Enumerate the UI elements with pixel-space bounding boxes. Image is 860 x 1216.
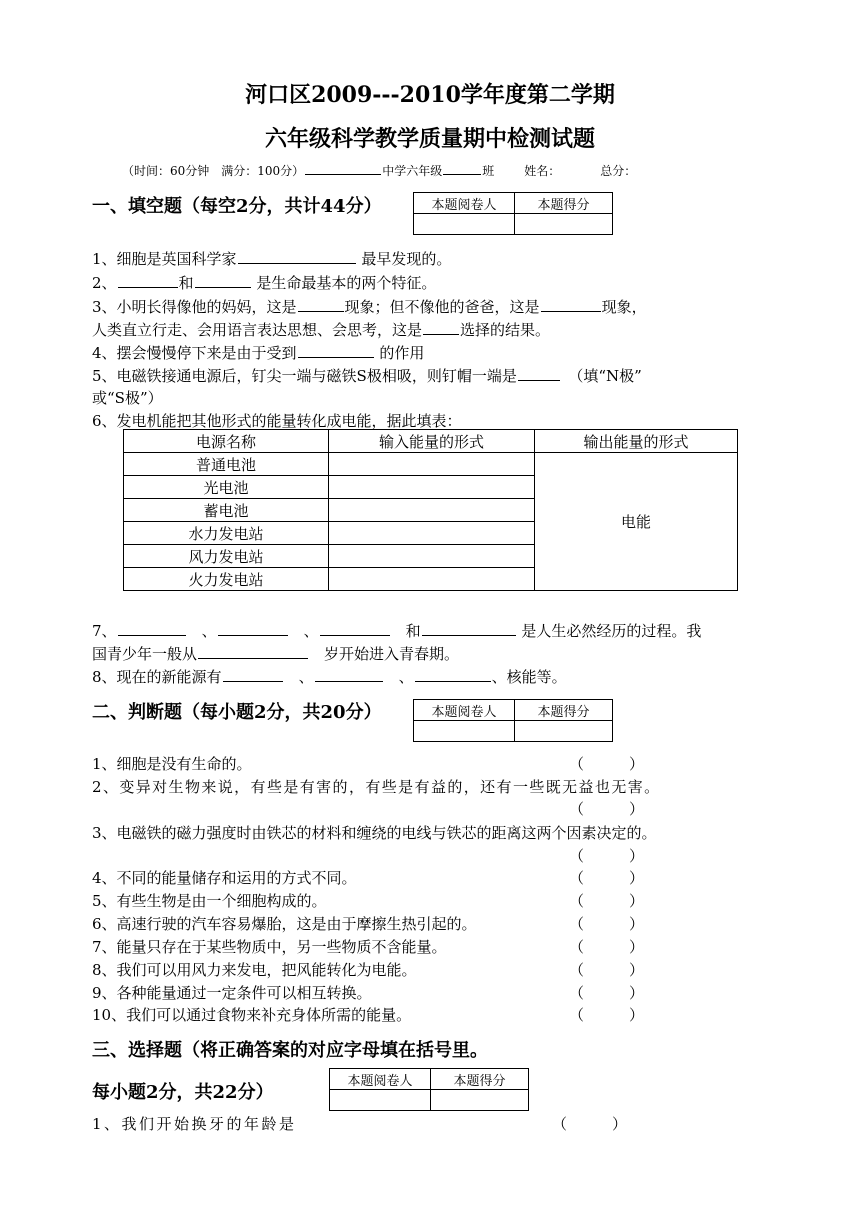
input-cell[interactable] <box>329 545 535 568</box>
s2-item-6: 6、高速行驶的汽车容易爆胎，这是由于摩擦生热引起的。 <box>92 915 477 933</box>
s2-answer-6[interactable]: （ ） <box>569 915 645 933</box>
s2-answer-3[interactable]: （ ） <box>569 847 645 865</box>
s1-q2-blank1[interactable] <box>118 272 178 288</box>
s1-q3 <box>92 296 647 317</box>
time-score-info: （时间：60分钟 满分：100分） <box>122 164 305 178</box>
school-blank[interactable] <box>305 162 381 175</box>
table-row <box>124 453 738 476</box>
school-label: 中学六年级 <box>382 164 443 178</box>
s2-item-3: 3、电磁铁的磁力强度时由铁芯的材料和缠绕的电线与铁芯的距离这两个因素决定的。 <box>92 824 657 842</box>
name-label: 姓名： <box>524 164 561 178</box>
s1-q2-text-b: 和 <box>178 274 194 292</box>
s2-item-7: 7、能量只存在于某些物质中，另一些物质不含能量。 <box>92 938 447 956</box>
energy-table <box>123 429 738 591</box>
class-blank[interactable] <box>443 162 481 175</box>
s2-item-10: 10、我们可以通过食物来补充身体所需的能量。 <box>92 1006 412 1024</box>
s2-item-9: 9、各种能量通过一定条件可以相互转换。 <box>92 984 372 1002</box>
s1-q4 <box>92 342 424 363</box>
s1-q5-blank[interactable] <box>518 365 560 381</box>
s1-q7-blank1[interactable] <box>118 620 186 636</box>
s1-q3-text-b: 现象；但不像他的爸爸，这是 <box>344 298 540 316</box>
s3-answer-1[interactable]: （ ） <box>552 1115 628 1133</box>
s1-q4-blank[interactable] <box>298 342 374 358</box>
s1-q7-text-b: 和 <box>405 622 421 640</box>
output-cell: 电能 <box>535 453 738 591</box>
s2-answer-4[interactable]: （ ） <box>569 869 645 887</box>
s1-q8-text-b: 、核能等。 <box>491 668 567 686</box>
s1-q7-blank3[interactable] <box>320 620 390 636</box>
source-cell: 风力发电站 <box>124 545 329 568</box>
s1-q1-text-a: 1、细胞是英国科学家 <box>92 250 237 268</box>
input-cell[interactable] <box>329 453 535 476</box>
s1-q2-text-c: 是生命最基本的两个特征。 <box>256 274 437 292</box>
input-cell[interactable] <box>329 499 535 522</box>
s2-answer-8[interactable]: （ ） <box>569 961 645 979</box>
s2-answer-9[interactable]: （ ） <box>569 984 645 1002</box>
score-label: 本题得分 <box>431 1069 529 1090</box>
s1-q1-text-b: 最早发现的。 <box>361 250 452 268</box>
exam-title-line2: 六年级科学教学质量期中检测试题 <box>264 126 595 152</box>
s2-item-5: 5、有些生物是由一个细胞构成的。 <box>92 892 327 910</box>
grader-cell[interactable] <box>414 721 515 742</box>
s1-q3-text-line2b: 选择的结果。 <box>460 321 551 339</box>
s2-item-4: 4、不同的能量储存和运用的方式不同。 <box>92 869 357 887</box>
grader-label: 本题阅卷人 <box>330 1069 431 1090</box>
s1-q5 <box>92 365 642 386</box>
section3-heading-line2: 每小题2分，共22分） <box>92 1082 274 1103</box>
exam-title-line1: 河口区2009---2010学年度第二学期 <box>245 82 615 108</box>
s1-q8-sep2: 、 <box>398 668 414 686</box>
s1-q8-blank3[interactable] <box>415 666 491 682</box>
section3-score-box <box>329 1068 529 1111</box>
source-cell: 蓄电池 <box>124 499 329 522</box>
input-cell[interactable] <box>329 568 535 591</box>
col-header-source: 电源名称 <box>124 430 329 453</box>
score-cell[interactable] <box>515 214 613 235</box>
s1-q2-blank2[interactable] <box>195 272 251 288</box>
s1-q7-sep1: 、 <box>201 622 217 640</box>
s1-q5-text-a: 5、电磁铁接通电源后，钉尖一端与磁铁S极相吸，则钉帽一端是 <box>92 367 517 385</box>
source-cell: 火力发电站 <box>124 568 329 591</box>
score-label: 本题得分 <box>515 193 613 214</box>
source-cell: 普通电池 <box>124 453 329 476</box>
total-label: 总分： <box>600 164 637 178</box>
score-cell[interactable] <box>515 721 613 742</box>
s3-item-1: 1、我们开始换牙的年龄是 <box>92 1115 297 1133</box>
s1-q7-blank5[interactable] <box>198 643 308 659</box>
s1-q8-blank1[interactable] <box>223 666 283 682</box>
s1-q7-text-a: 7、 <box>92 622 117 640</box>
s1-q5-text-b: （填“N极” <box>575 367 642 385</box>
section1-heading: 一、填空题（每空2分，共计44分） <box>92 196 382 217</box>
s1-q6: 6、发电机能把其他形式的能量转化成电能，据此填表： <box>92 412 462 430</box>
s2-item-8: 8、我们可以用风力来发电，把风能转化为电能。 <box>92 961 417 979</box>
input-cell[interactable] <box>329 522 535 545</box>
s1-q7-text-c: 是人生必然经历的过程。我 <box>521 622 702 640</box>
s1-q3-text-line2a: 人类直立行走、会用语言表达思想、会思考，这是 <box>92 321 423 339</box>
source-cell: 水力发电站 <box>124 522 329 545</box>
s1-q4-text-a: 4、摆会慢慢停下来是由于受到 <box>92 344 297 362</box>
s1-q2-text-a: 2、 <box>92 274 117 292</box>
s1-q8 <box>92 666 567 687</box>
grader-label: 本题阅卷人 <box>414 700 515 721</box>
s2-answer-5[interactable]: （ ） <box>569 892 645 910</box>
s2-answer-1[interactable]: （ ） <box>569 755 645 773</box>
s1-q7-blank2[interactable] <box>218 620 288 636</box>
s1-q7-text-line2a: 国青少年一般从 <box>92 645 198 663</box>
s1-q3-text-a: 3、小明长得像他的妈妈，这是 <box>92 298 297 316</box>
s2-answer-7[interactable]: （ ） <box>569 938 645 956</box>
s1-q7 <box>92 620 701 641</box>
s1-q3-blank3[interactable] <box>423 319 459 335</box>
source-cell: 光电池 <box>124 476 329 499</box>
section1-score-box <box>413 192 613 235</box>
score-cell[interactable] <box>431 1090 529 1111</box>
s1-q8-text-a: 8、现在的新能源有 <box>92 668 222 686</box>
s1-q3-line2 <box>92 319 550 340</box>
s1-q7-text-line2b: 岁开始进入青春期。 <box>324 645 460 663</box>
s1-q8-sep1: 、 <box>298 668 314 686</box>
s1-q5-line2: 或“S极”） <box>92 389 163 407</box>
input-cell[interactable] <box>329 476 535 499</box>
s2-item-1: 1、细胞是没有生命的。 <box>92 755 252 773</box>
s1-q2 <box>92 272 436 293</box>
s1-q3-blank2[interactable] <box>541 296 601 312</box>
s1-q1 <box>92 248 451 269</box>
grader-label: 本题阅卷人 <box>414 193 515 214</box>
s1-q1-blank[interactable] <box>238 248 356 264</box>
s2-item-2: 2、变异对生物来说，有些是有害的，有些是有益的，还有一些既无益也无害。 <box>92 778 661 796</box>
s1-q7-line2 <box>92 643 459 664</box>
section2-score-box <box>413 699 613 742</box>
section3-heading: 三、选择题（将正确答案的对应字母填在括号里。 <box>92 1040 488 1061</box>
col-header-input: 输入能量的形式 <box>329 430 535 453</box>
s2-answer-2[interactable]: （ ） <box>569 800 645 818</box>
s1-q7-blank4[interactable] <box>422 620 516 636</box>
score-label: 本题得分 <box>515 700 613 721</box>
s2-answer-10[interactable]: （ ） <box>569 1006 645 1024</box>
s1-q4-text-b: 的作用 <box>379 344 425 362</box>
s1-q8-blank2[interactable] <box>315 666 383 682</box>
section2-heading: 二、判断题（每小题2分，共20分） <box>92 702 382 723</box>
grader-cell[interactable] <box>330 1090 431 1111</box>
class-label: 班 <box>482 164 495 178</box>
s1-q3-blank1[interactable] <box>298 296 344 312</box>
col-header-output: 输出能量的形式 <box>535 430 738 453</box>
s1-q3-text-c: 现象， <box>601 298 647 316</box>
exam-info-line <box>122 162 636 179</box>
grader-cell[interactable] <box>414 214 515 235</box>
s1-q7-sep2: 、 <box>303 622 319 640</box>
